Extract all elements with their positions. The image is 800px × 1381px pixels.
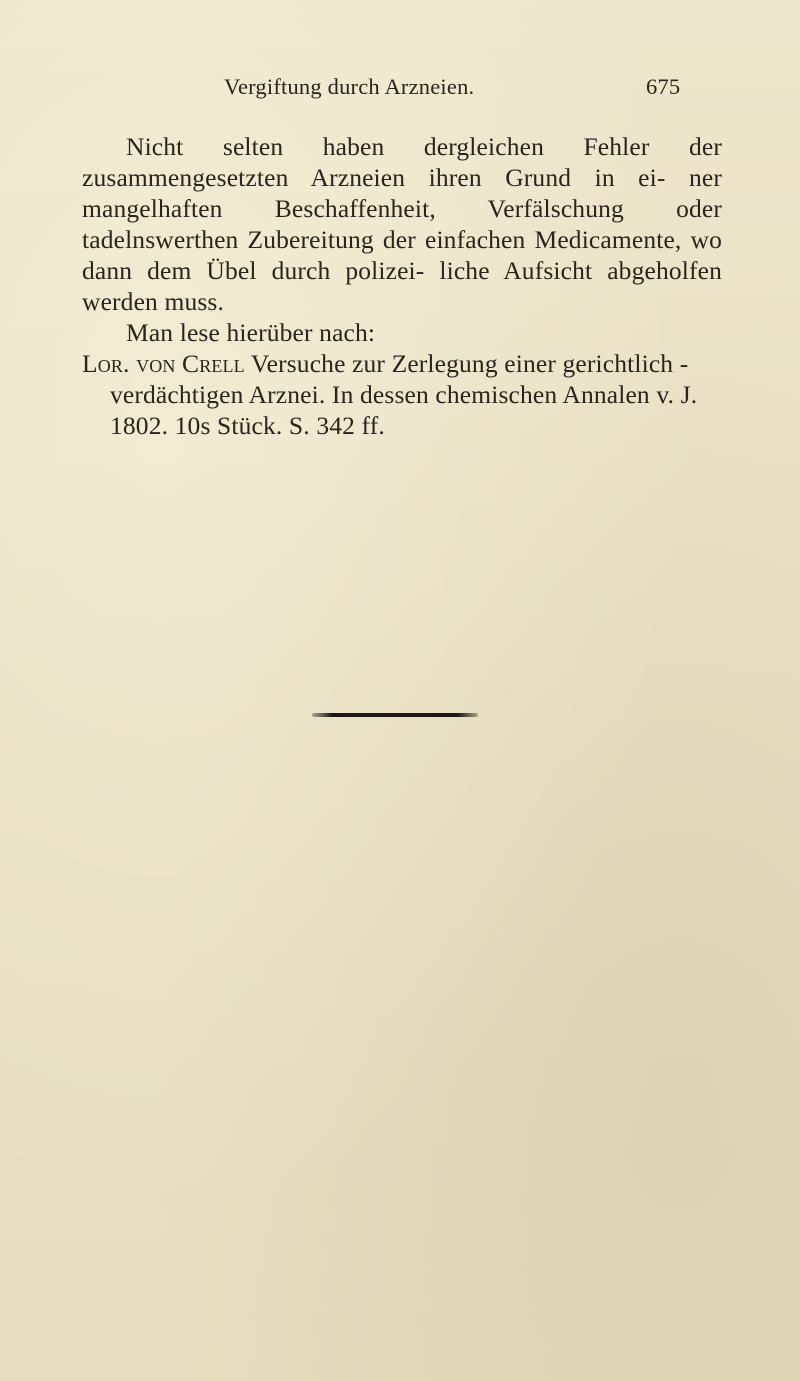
running-title: Vergiftung durch Arzneien. bbox=[224, 74, 475, 99]
paragraph: Nicht selten haben dergleichen Fehler der zusammengesetzten Arzneien ihren Grund in ei- ner mangelhaften Beschaffenheit, Verfälschung oder tadelnswerthen Zubereitung der einfachen Medicamente, wo dann dem Übel durch polizei- liche Aufsicht abgeholfen werden muss. bbox=[82, 132, 722, 316]
body-text bbox=[82, 131, 722, 441]
page-number: 675 bbox=[646, 74, 681, 99]
reference-text: Versuche zur Zerlegung einer gerichtlich - verdächtigen Arznei. In dessen chemischen Annalen v. J. 1802. 10s Stück. S. 342 ff. bbox=[110, 349, 698, 440]
bibliographic-reference bbox=[82, 348, 722, 441]
section-divider-rule bbox=[312, 713, 478, 717]
running-head bbox=[224, 74, 714, 108]
reference-author: Lor. von Crell bbox=[82, 349, 245, 378]
paragraph: Man lese hierüber nach: bbox=[126, 318, 376, 347]
